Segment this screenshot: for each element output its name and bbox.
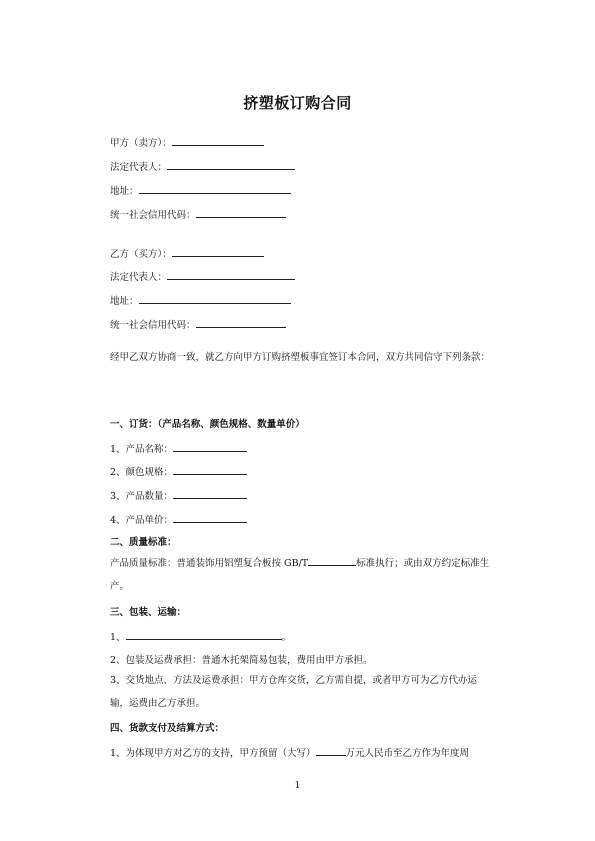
unit-price-label: 4、产品单价：: [110, 515, 174, 526]
quantity-blank[interactable]: [173, 487, 247, 499]
intro-paragraph: 经甲乙双方协商一致，就乙方向甲方订购挤塑板事宜签订本合同，双方共同信守下列条款：: [110, 352, 491, 363]
buyer-rep-line: [110, 268, 295, 283]
buyer-rep-blank[interactable]: [167, 268, 295, 280]
buyer-credit-label: 统一社会信用代码：: [110, 320, 196, 331]
quantity-label: 3、产品数量：: [110, 491, 174, 502]
buyer-party-line: [110, 245, 264, 260]
reserve-amount-blank[interactable]: [316, 744, 346, 756]
buyer-address-line: [110, 292, 291, 307]
buyer-party-label: 乙方（买方）：: [110, 249, 172, 260]
section4-item1-before: 1、为体现甲方对乙方的支持，甲方预留（大写）: [110, 748, 316, 759]
section3-item3: 3、交货地点、方法及运费承担：甲方仓库交货，乙方需自提，或者甲方可为乙方代办运输，运费由乙方承担。: [110, 675, 478, 709]
section1-item4: [110, 511, 247, 526]
color-spec-blank[interactable]: [173, 463, 247, 475]
seller-credit-label: 统一社会信用代码：: [110, 210, 196, 221]
seller-address-label: 地址：: [110, 186, 139, 197]
buyer-rep-label: 法定代表人：: [110, 272, 168, 283]
section1-item3: [110, 487, 247, 502]
gb-standard-blank[interactable]: [308, 554, 356, 566]
quality-text-before: 产品质量标准：普通装饰用铝塑复合板按 GB/T: [110, 558, 309, 569]
section4-item1-after: 万元人民币至乙方作为年度周: [345, 748, 470, 759]
seller-credit-line: [110, 206, 286, 221]
section3-item1-blank[interactable]: [126, 628, 282, 640]
seller-rep-line: [110, 158, 295, 173]
buyer-address-label: 地址：: [110, 296, 139, 307]
seller-address-blank[interactable]: [139, 182, 291, 194]
seller-rep-label: 法定代表人：: [110, 162, 168, 173]
section2-heading: 二、质量标准：: [110, 537, 177, 548]
quality-text-after: 标准执行；或由双方约定标准生产。: [110, 558, 490, 592]
section3-item1: [110, 628, 291, 643]
section1-heading: 一、订货：（产品名称、颜色规格、数量单价）: [110, 419, 305, 430]
seller-address-line: [110, 182, 291, 197]
seller-party-line: [110, 134, 264, 149]
section4-heading: 四、货款支付及结算方式：: [110, 723, 225, 734]
section3-item2: 2、包装及运费承担：普通木托架简易包装，费用由甲方承担。: [110, 655, 373, 666]
section1-item1: [110, 440, 247, 455]
buyer-party-blank[interactable]: [172, 245, 264, 257]
product-name-blank[interactable]: [173, 440, 247, 452]
section3-item1-prefix: 1、: [110, 632, 126, 643]
section3-heading: 三、包装、运输：: [110, 607, 187, 618]
section3-item1-suffix: 。: [281, 632, 292, 643]
seller-party-blank[interactable]: [172, 134, 264, 146]
unit-price-blank[interactable]: [173, 511, 247, 523]
product-name-label: 1、产品名称：: [110, 444, 174, 455]
buyer-credit-blank[interactable]: [196, 316, 286, 328]
section1-item2: [110, 463, 247, 478]
buyer-address-blank[interactable]: [139, 292, 291, 304]
buyer-credit-line: [110, 316, 286, 331]
color-spec-label: 2、颜色规格：: [110, 467, 174, 478]
document-title: 挤塑板订购合同: [243, 94, 352, 112]
seller-rep-blank[interactable]: [167, 158, 295, 170]
seller-party-label: 甲方（卖方）：: [110, 138, 172, 149]
page-number: 1: [294, 781, 301, 791]
section4-item1: [110, 744, 469, 759]
section2-paragraph: [110, 552, 490, 598]
seller-credit-blank[interactable]: [196, 206, 286, 218]
